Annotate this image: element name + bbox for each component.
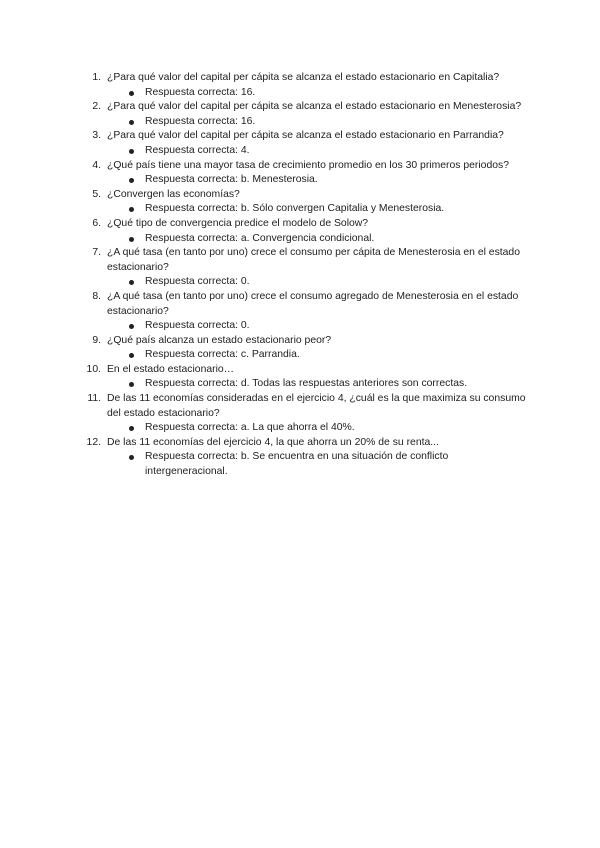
question-text: ¿A qué tasa (en tanto por uno) crece el consumo per cápita de Menesterosia en el estado estacionario? xyxy=(107,247,520,273)
bullet-icon xyxy=(129,382,134,387)
question-text: En el estado estacionario… xyxy=(107,363,235,375)
question-text: ¿Para qué valor del capital per cápita se alcanza el estado estacionario en Parrandia? xyxy=(107,130,504,142)
answer-text: Respuesta correcta: a. Convergencia condicional. xyxy=(145,232,375,244)
question-number: 11. xyxy=(87,393,101,405)
answer-item xyxy=(145,377,530,392)
answer-text: Respuesta correcta: b. Se encuentra en una situación de conflicto intergeneracional. xyxy=(145,451,449,478)
answer-item xyxy=(145,319,530,334)
question-item-5 xyxy=(85,188,530,217)
answer-item xyxy=(145,275,530,290)
question-number: 5. xyxy=(92,188,101,200)
question-text: ¿Qué país tiene una mayor tasa de crecimiento promedio en los 30 primeros periodos? xyxy=(107,159,509,171)
question-item-4 xyxy=(85,159,530,188)
answer-text: Respuesta correcta: d. Todas las respuestas anteriores son correctas. xyxy=(145,378,468,390)
answer-item xyxy=(145,232,530,247)
question-number: 4. xyxy=(92,159,101,171)
bullet-icon xyxy=(129,280,134,285)
answer-text: Respuesta correcta: 4. xyxy=(145,144,250,156)
question-text: ¿A qué tasa (en tanto por uno) crece el consumo agregado de Menesterosia en el estado estacionario? xyxy=(107,290,519,317)
question-number: 3. xyxy=(92,130,101,142)
answer-item xyxy=(145,173,530,188)
question-item-9 xyxy=(85,334,530,363)
question-item-2 xyxy=(85,100,530,129)
bullet-icon xyxy=(129,353,134,358)
answer-text: Respuesta correcta: 16. xyxy=(145,86,256,98)
bullet-icon xyxy=(129,237,134,242)
question-text: ¿Convergen las economías? xyxy=(107,188,240,200)
question-item-11 xyxy=(85,392,530,436)
answer-item xyxy=(145,144,530,159)
question-number: 10. xyxy=(86,363,101,375)
answer-item xyxy=(145,421,530,436)
bullet-icon xyxy=(129,178,134,183)
answer-text: Respuesta correcta: a. La que ahorra el 40%. xyxy=(145,422,355,434)
question-item-10 xyxy=(85,363,530,392)
answer-item xyxy=(145,202,530,217)
answer-text: Respuesta correcta: b. Sólo convergen Capitalia y Menesterosia. xyxy=(145,203,445,215)
answer-text: Respuesta correcta: 0. xyxy=(145,276,250,288)
bullet-icon xyxy=(129,149,134,154)
question-text: De las 11 economías del ejercicio 4, la que ahorra un 20% de su renta... xyxy=(107,436,439,448)
question-number: 1. xyxy=(92,72,101,83)
answer-item xyxy=(145,348,530,363)
answer-text: Respuesta correcta: 16. xyxy=(145,115,256,127)
answer-item xyxy=(145,450,530,479)
question-text: ¿Para qué valor del capital per cápita se alcanza el estado estacionario en Menesterosia? xyxy=(107,101,522,113)
answer-item xyxy=(145,86,530,101)
question-text: ¿Qué tipo de convergencia predice el modelo de Solow? xyxy=(107,217,369,229)
question-text: De las 11 economías consideradas en el ejercicio 4, ¿cuál es la que maximiza su consumo del estado estacionario? xyxy=(107,393,526,419)
question-list xyxy=(85,71,530,480)
question-number: 12. xyxy=(86,436,101,448)
question-number: 6. xyxy=(92,217,101,229)
question-item-7 xyxy=(85,246,530,290)
question-item-12 xyxy=(85,436,530,480)
bullet-icon xyxy=(129,207,134,212)
question-item-3 xyxy=(85,129,530,158)
question-number: 9. xyxy=(92,334,101,346)
question-item-1 xyxy=(85,71,530,100)
question-number: 8. xyxy=(92,290,101,302)
question-number: 2. xyxy=(92,101,101,113)
bullet-icon xyxy=(129,120,134,125)
question-number: 7. xyxy=(92,247,101,259)
question-item-6 xyxy=(85,217,530,246)
answer-text: Respuesta correcta: 0. xyxy=(145,320,250,332)
question-text: ¿Qué país alcanza un estado estacionario peor? xyxy=(107,334,332,346)
bullet-icon xyxy=(129,324,134,329)
bullet-icon xyxy=(129,426,134,431)
bullet-icon xyxy=(129,455,134,460)
answer-text: Respuesta correcta: b. Menesterosia. xyxy=(145,174,318,186)
answer-text: Respuesta correcta: c. Parrandia. xyxy=(145,349,300,361)
question-text: ¿Para qué valor del capital per cápita se alcanza el estado estacionario en Capitalia? xyxy=(107,72,500,83)
bullet-icon xyxy=(129,91,134,96)
answer-item xyxy=(145,115,530,130)
question-item-8 xyxy=(85,290,530,334)
